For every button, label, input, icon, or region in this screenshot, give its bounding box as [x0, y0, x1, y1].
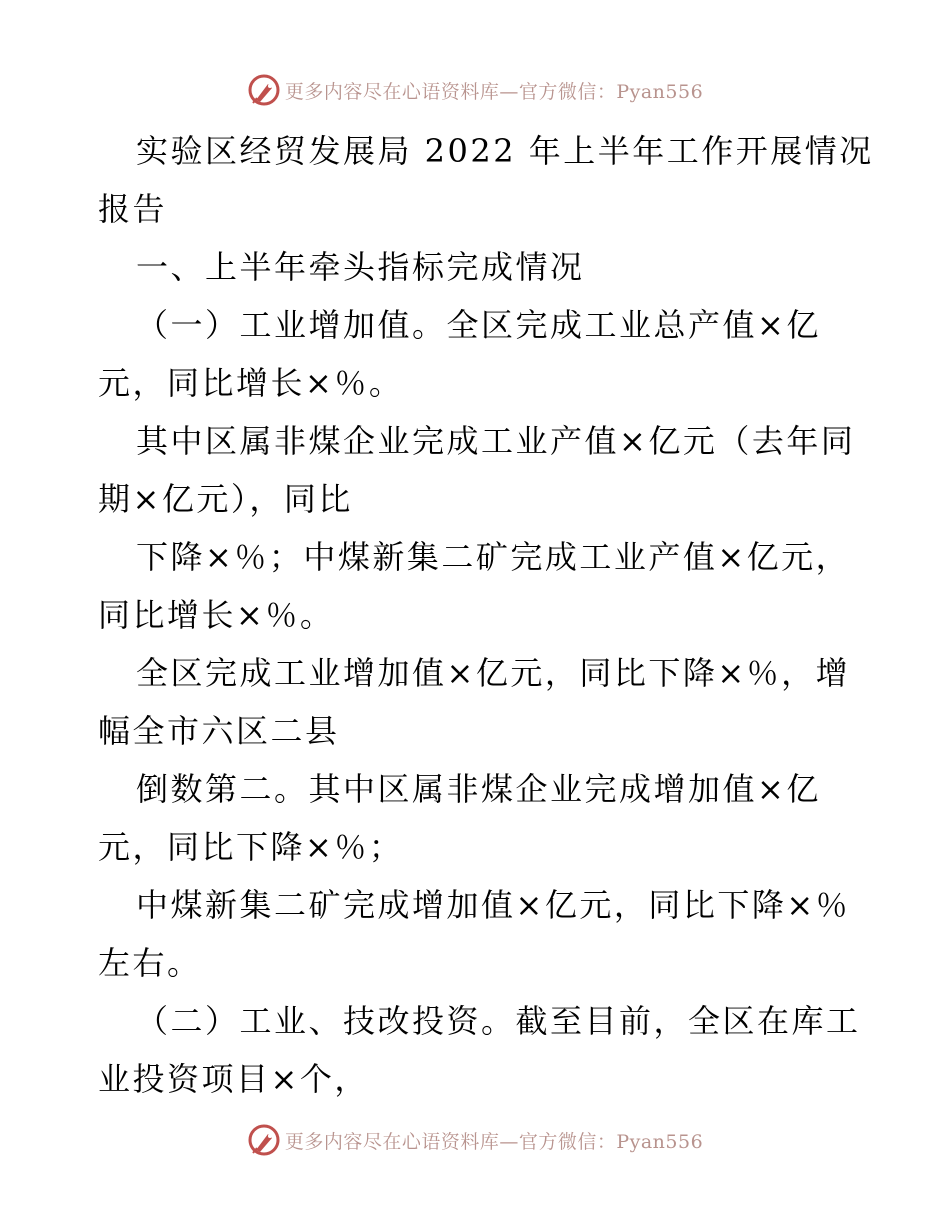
text-line: 幅全市六区二县	[98, 712, 340, 750]
text-line: 报告	[98, 190, 168, 228]
text-line: 一、上半年牵头指标完成情况	[136, 248, 585, 286]
text-line: 业投资项目×个，	[98, 1060, 369, 1098]
text-line: （二）工业、技改投资。截至目前，全区在库工	[136, 1002, 861, 1040]
pen-nib-logo-icon	[247, 73, 281, 107]
text-line: 实验区经贸发展局 2022 年上半年工作开展情况	[136, 132, 874, 170]
text-line: 全区完成工业增加值×亿元，同比下降×％，增	[136, 654, 851, 692]
text-line: 左右。	[98, 944, 202, 982]
watermark-text: 更多内容尽在心语资料库—官方微信：Pyan556	[284, 80, 704, 103]
watermark-header	[0, 70, 950, 110]
text-line: 期×亿元），同比	[98, 480, 353, 518]
text-line: 元，同比增长×％。	[98, 364, 404, 402]
text-line: 同比增长×％。	[98, 596, 335, 634]
text-line: 下降×％；中煤新集二矿完成工业产值×亿元，	[136, 538, 851, 576]
watermark-text: 更多内容尽在心语资料库—官方微信：Pyan556	[284, 1130, 704, 1153]
text-line: （一）工业增加值。全区完成工业总产值×亿	[136, 306, 821, 344]
text-line: 元，同比下降×％；	[98, 828, 404, 866]
document-body	[98, 122, 874, 1108]
text-line: 倒数第二。其中区属非煤企业完成增加值×亿	[136, 770, 821, 808]
text-line: 其中区属非煤企业完成工业产值×亿元（去年同	[136, 422, 856, 460]
pen-nib-logo-icon	[247, 1123, 281, 1157]
watermark-footer	[0, 1120, 950, 1160]
text-line: 中煤新集二矿完成增加值×亿元，同比下降×％	[136, 886, 851, 924]
